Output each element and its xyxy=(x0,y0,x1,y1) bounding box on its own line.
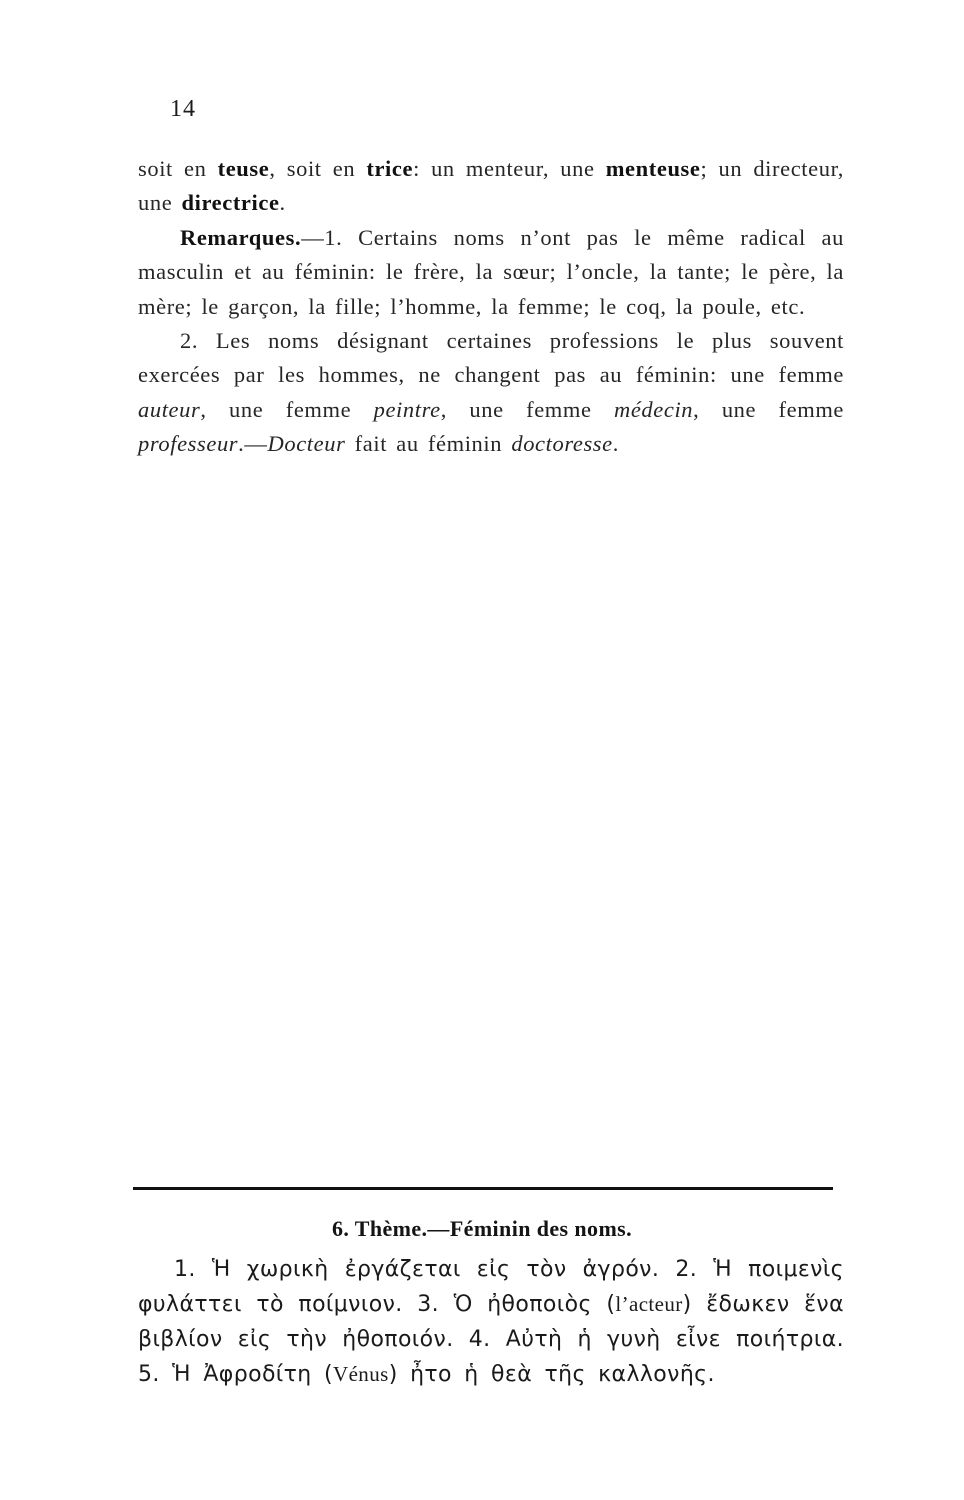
text-run: fait au féminin xyxy=(345,431,512,457)
text-run: . xyxy=(612,431,619,457)
text-run: : un menteur, une xyxy=(413,156,606,181)
exercise-paragraph xyxy=(138,1252,844,1392)
paragraph-feminine-suffixes xyxy=(138,152,844,221)
text-run: . xyxy=(279,190,286,216)
text-run: 2. Les noms désignant certaines professions le plus souvent exercées par les hommes, ne changent pas au féminin: une femme xyxy=(138,328,844,388)
section-divider xyxy=(133,1187,833,1190)
text-run: , une femme xyxy=(440,396,614,422)
latin-gloss-acteur: l’acteur xyxy=(615,1292,683,1316)
example-menteuse: menteuse xyxy=(605,156,701,181)
text-run: , soit en xyxy=(269,156,367,181)
text-run: .— xyxy=(238,431,268,457)
suffix-trice: trice xyxy=(366,156,414,181)
text-run: , une femme xyxy=(200,396,374,422)
example-docteur: Docteur xyxy=(267,431,346,457)
example-professeur: professeur xyxy=(138,431,239,457)
text-run: , une femme xyxy=(693,396,845,422)
greek-run: ) ἦτο ἡ θεὰ τῆς καλλονῆς. xyxy=(388,1362,715,1387)
example-directrice: directrice xyxy=(181,190,280,216)
paragraph-professions xyxy=(138,324,844,462)
example-medecin: médecin xyxy=(614,396,694,422)
latin-gloss-venus: Vénus xyxy=(333,1362,389,1386)
exercise-text xyxy=(138,1252,844,1392)
suffix-teuse: teuse xyxy=(217,156,270,181)
main-text xyxy=(138,152,844,462)
text-run: soit en xyxy=(138,156,218,181)
example-doctoresse: doctoresse xyxy=(511,431,613,457)
remarques-heading: Remarques. xyxy=(180,224,302,250)
text-run: ; un directeur, une xyxy=(138,156,844,216)
example-peintre: peintre xyxy=(373,396,441,422)
example-auteur: auteur xyxy=(138,396,201,422)
text-run: —1. Certains noms n’ont pas le même radical au masculin et au féminin: le frère, la sœur; l’oncle, la tante; le père, la mère; le garçon, la fille; l’homme, la femme; le coq, la poule, etc. xyxy=(138,224,844,319)
page-number: 14 xyxy=(170,96,196,122)
paragraph-remarques xyxy=(138,221,844,324)
greek-run: ) ἔδωκεν ἕνα βιβλίον εἰς τὴν ἠθοποιόν. 4. Αὐτὴ ἡ γυνὴ εἶνε ποιήτρια. 5. Ἡ Ἀφροδίτη ( xyxy=(138,1292,844,1387)
exercise-title: 6. Thème.—Féminin des noms. xyxy=(331,1216,633,1241)
greek-run: 1. Ἡ χωρικὴ ἐργάζεται εἰς τὸν ἀγρόν. 2. Ἡ ποιμενὶς φυλάττει τὸ ποίμνιον. 3. Ὁ ἠθοποιὸς ( xyxy=(138,1257,844,1317)
